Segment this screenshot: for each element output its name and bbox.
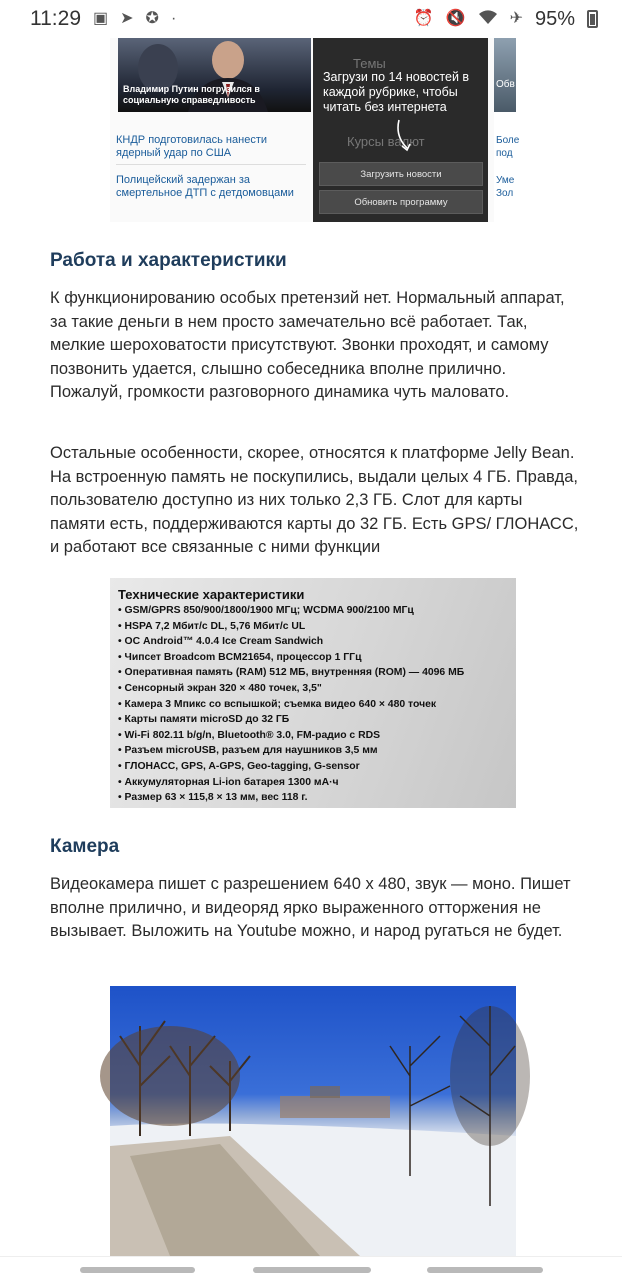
spec-item: • HSPA 7,2 Мбит/с DL, 5,76 Мбит/с UL <box>118 620 306 632</box>
camera-sample-photo <box>110 986 516 1256</box>
tooltip-text: Загрузи по 14 новостей в каждой рубрике, чтобы читать без интернета <box>323 70 470 114</box>
wifi-icon <box>478 9 498 29</box>
right-news-strip <box>494 38 520 222</box>
dot-icon: · <box>170 10 177 27</box>
spec-item: • Чипсет Broadcom BCM21654, процессор 1 ГГц <box>118 651 362 663</box>
telegram-icon: ➤ <box>120 10 134 27</box>
mute-icon: 🔇 <box>445 10 466 27</box>
nav-recent-button[interactable] <box>80 1267 195 1273</box>
divider <box>116 164 306 165</box>
specs-list <box>118 603 464 806</box>
right-snippet-3: Уме Зол <box>496 175 515 199</box>
arrow-down-icon <box>393 118 423 154</box>
spec-item: • ГЛОНАСС, GPS, A-GPS, Geo-tagging, G-sensor <box>118 760 360 772</box>
update-app-button: Обновить программу <box>319 190 483 214</box>
status-bar <box>0 0 622 38</box>
spec-item: • Wi-Fi 802.11 b/g/n, Bluetooth® 3.0, FM-радио с RDS <box>118 729 381 741</box>
ghost-menu-rates: Курсы валют <box>347 134 425 149</box>
ghost-menu-themes: Темы <box>353 56 386 71</box>
status-time: 11:29 <box>30 7 81 30</box>
right-snippet-1: Обв <box>496 79 515 90</box>
system-nav-bar <box>0 1256 622 1281</box>
spec-item: • Камера 3 Мпикс со вспышкой; съемка видео 640 × 480 точек <box>118 698 437 710</box>
spec-item: • Аккумуляторная Li-ion батарея 1300 мА·ч <box>118 776 339 788</box>
right-snippet-2: Боле под <box>496 135 520 159</box>
battery-icon <box>587 10 598 28</box>
phone-app-screen <box>313 38 488 222</box>
spec-item: • Оперативная память (RAM) 512 МБ, внутренняя (ROM) — 4096 МБ <box>118 667 465 679</box>
news-photo <box>118 38 311 112</box>
news-link-2: Полицейский задержан за смертельное ДТП с детдомовцами <box>116 174 294 199</box>
image-icon: ▣ <box>93 10 109 27</box>
nav-back-button[interactable] <box>427 1267 543 1273</box>
spec-item: • GSM/GPRS 850/900/1800/1900 МГц; WCDMA 900/2100 МГц <box>118 605 414 616</box>
right-news-photo <box>494 38 516 112</box>
paragraph-performance-2: Остальные особенности, скорее, относятся к платформе Jelly Bean. На встроенную память не поскупились, выдали целых 4 ГБ. Правда, пользователю доступно из них только 2,3 ГБ. Слот для карты памяти есть, поддерживаются карты до 32 ГБ. Есть GPS/ ГЛОНАСС, и работают все связанные с ними функции <box>50 444 579 556</box>
load-news-button: Загрузить новости <box>319 162 483 186</box>
app-screenshot-image <box>110 38 520 222</box>
alarm-icon: ⏰ <box>413 10 434 27</box>
paragraph-performance-1: К функционированию особых претензий нет. Нормальный аппарат, за такие деньги в нем просто замечательно всё работает. Так, мелкие шероховатости присутствуют. Звонки проходят, и самому позвонить удается, слышно собеседника вполне прилично. Пожалуй, громкости разговорного динамика чуть маловато. <box>50 289 565 401</box>
spec-item: • Карты памяти microSD до 32 ГБ <box>118 714 290 726</box>
spec-item: • Размер 63 × 115,8 × 13 мм, вес 118 г. <box>118 792 308 804</box>
news-link-1: КНДР подготовилась нанести ядерный удар по США <box>116 134 268 159</box>
specs-title: Технические характеристики <box>118 587 305 602</box>
spec-item: • ОС Android™ 4.0.4 Ice Cream Sandwich <box>118 636 324 648</box>
section-heading-camera: Камера <box>50 836 120 857</box>
airplane-icon: ✈ <box>509 10 523 27</box>
specs-photo <box>110 578 516 808</box>
settings-badge-icon: ✪ <box>145 10 159 27</box>
section-heading-performance: Работа и характеристики <box>50 250 287 271</box>
spec-item: • Разъем microUSB, разъем для наушников 3,5 мм <box>118 745 378 757</box>
battery-percent: 95% <box>534 7 575 30</box>
paragraph-camera: Видеокамера пишет с разрешением 640 х 480, звук — моно. Пишет вполне прилично, и видеоряд ярко выраженного отторжения не вызывает. Выложить на Youtube можно, и народ ругаться не будет. <box>50 875 571 940</box>
news-photo-caption: Владимир Путин погрузился в социальную справедливость <box>123 84 260 105</box>
nav-home-button[interactable] <box>253 1267 371 1273</box>
spec-item: • Сенсорный экран 320 × 480 точек, 3,5" <box>118 682 322 694</box>
